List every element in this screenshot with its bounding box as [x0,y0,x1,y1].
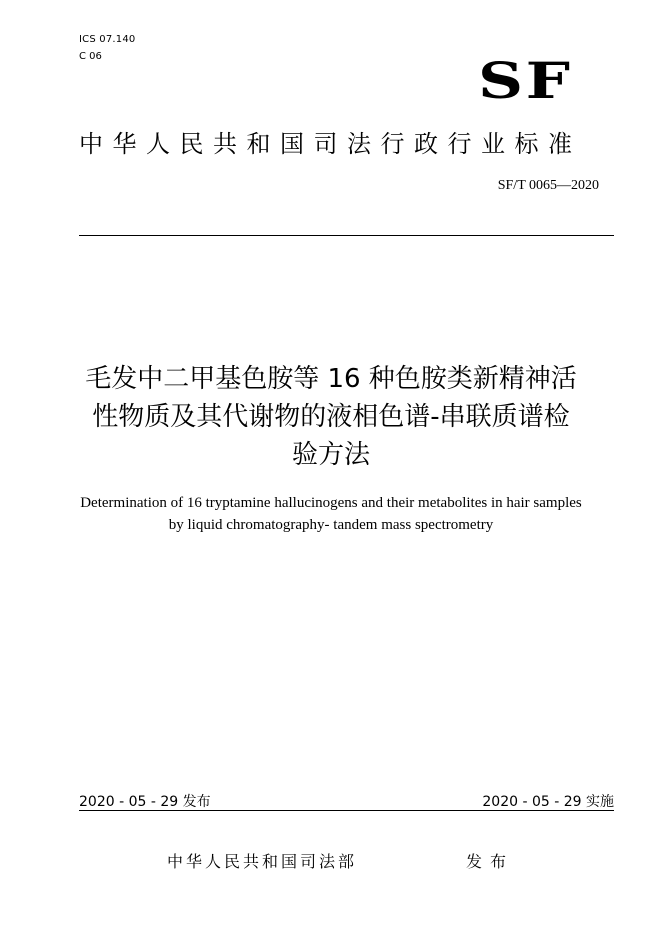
sf-logo: SF [478,51,573,110]
issuing-authority: 中华人民共和国司法部 [167,852,358,871]
english-title-line-2: by liquid chromatography- tandem mass spectrometry [168,517,494,533]
standard-title: 中华人民共和国司法行政行业标准 [79,130,582,158]
chinese-title-line-3: 验方法 [291,440,370,470]
ics-code: ICS 07.140 [79,34,136,45]
english-title [40,492,622,536]
top-divider [79,235,614,236]
english-title-line-1: Determination of 16 tryptamine hallucinogens and their metabolites in hair samples [80,495,582,511]
chinese-title [40,360,622,474]
publish-date: 2020 - 05 - 29 发布 [79,794,211,810]
chinese-title-line-1: 毛发中二甲基色胺等 16 种色胺类新精神活 [85,364,577,394]
standard-number: SF/T 0065—2020 [497,178,599,193]
implementation-date: 2020 - 05 - 29 实施 [482,794,614,810]
issue-label: 发布 [466,852,515,871]
classification-code: C 06 [79,51,102,62]
bottom-divider [79,810,614,811]
chinese-title-line-2: 性物质及其代谢物的液相色谱-串联质谱检 [92,402,570,432]
